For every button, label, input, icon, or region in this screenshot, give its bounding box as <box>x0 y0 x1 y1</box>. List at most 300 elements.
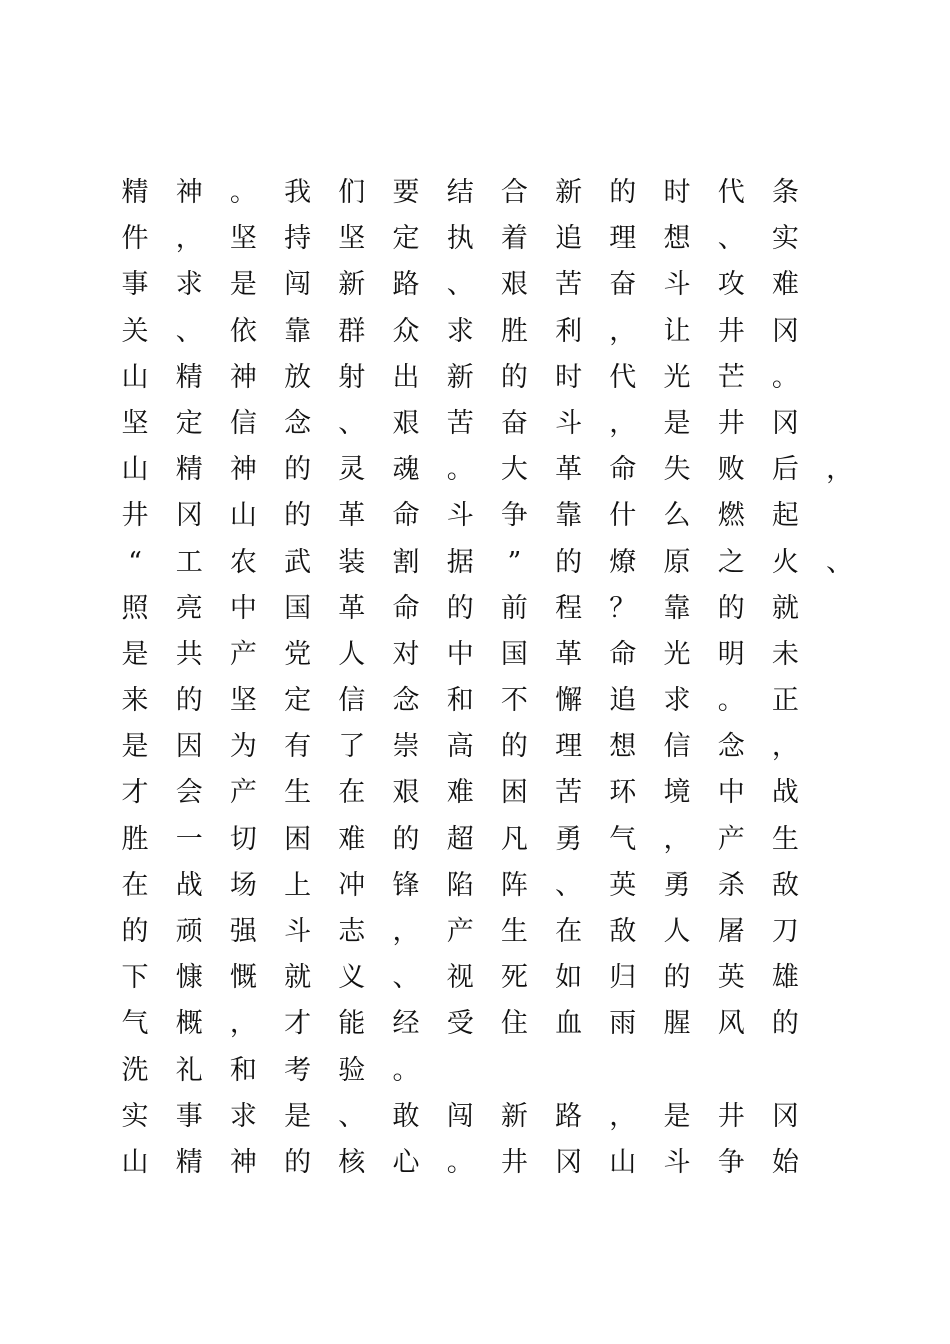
text-char: 命 <box>609 638 637 670</box>
text-char: 和 <box>446 685 474 717</box>
text-char: 大 <box>500 454 528 486</box>
text-char: 产 <box>446 916 474 947</box>
text-char: 定 <box>175 407 203 439</box>
text-line <box>108 632 868 678</box>
text-char: 的 <box>392 823 420 855</box>
text-char: 视 <box>446 962 474 994</box>
text-char: 战 <box>175 869 203 901</box>
text-char: 气 <box>609 823 637 855</box>
text-char: 新 <box>500 1100 528 1132</box>
text-char: 割 <box>392 546 420 578</box>
text-char: 命 <box>392 500 420 532</box>
text-char: 生 <box>771 823 799 855</box>
text-char: 敢 <box>392 1100 420 1132</box>
text-char: 信 <box>229 407 257 439</box>
text-char: 概 <box>175 1008 203 1040</box>
text-line <box>108 909 868 955</box>
text-char: 。 <box>771 361 799 393</box>
text-char: 革 <box>338 500 366 532</box>
text-char: 实 <box>771 223 799 255</box>
text-char: 精 <box>175 454 203 486</box>
text-char: 高 <box>446 731 474 763</box>
text-char: 国 <box>500 638 528 670</box>
text-char: 依 <box>229 315 257 347</box>
text-char: 共 <box>175 638 203 670</box>
text-char: 靠 <box>663 592 691 624</box>
text-char: 求 <box>175 269 203 301</box>
text-char: 魂 <box>392 454 420 486</box>
text-char: 革 <box>338 592 366 624</box>
text-char: 么 <box>663 500 691 532</box>
text-line <box>108 586 868 632</box>
text-char: ， <box>663 823 691 855</box>
text-char: ， <box>609 1100 637 1132</box>
text-char: 燃 <box>717 500 745 532</box>
text-char: 奋 <box>609 269 637 301</box>
text-char: 就 <box>771 592 799 624</box>
text-char: 冈 <box>771 407 799 439</box>
text-char: 求 <box>446 315 474 347</box>
text-line <box>108 401 868 447</box>
text-char: 礼 <box>175 1054 203 1086</box>
text-char: 才 <box>121 777 149 809</box>
text-char: 义 <box>338 962 366 994</box>
text-char: 腥 <box>663 1008 691 1040</box>
text-char: 信 <box>663 731 691 763</box>
text-char: 在 <box>555 916 583 947</box>
text-char: 人 <box>663 916 691 947</box>
text-char: 困 <box>500 777 528 809</box>
text-char: 上 <box>284 869 312 901</box>
text-line <box>108 309 868 355</box>
text-char: 工 <box>175 546 203 578</box>
text-char: 产 <box>229 638 257 670</box>
text-char: 让 <box>663 315 691 347</box>
text-line <box>108 447 868 493</box>
text-char: 懈 <box>555 685 583 717</box>
text-char: 。 <box>446 454 474 486</box>
text-char: 场 <box>229 869 257 901</box>
text-char: 顽 <box>175 916 203 947</box>
text-line <box>108 678 868 724</box>
text-char: 命 <box>609 454 637 486</box>
text-char: 才 <box>284 1008 312 1040</box>
text-char: 闯 <box>446 1100 474 1132</box>
text-char: 产 <box>717 823 745 855</box>
text-char: 胜 <box>121 823 149 855</box>
text-char: ” <box>507 546 522 578</box>
text-char: 、 <box>717 223 745 255</box>
text-char: 崇 <box>392 731 420 763</box>
text-char: 难 <box>338 823 366 855</box>
text-char: 争 <box>717 1146 745 1178</box>
text-char: 神 <box>229 361 257 393</box>
text-char: 山 <box>121 1146 149 1178</box>
text-char: 是 <box>121 731 149 763</box>
text-char: 斗 <box>663 1146 691 1178</box>
text-char: 不 <box>500 685 528 717</box>
text-char: 、 <box>826 546 854 578</box>
text-char: 是 <box>284 1100 312 1132</box>
text-char: 党 <box>284 638 312 670</box>
text-char: 来 <box>121 685 149 717</box>
text-char: 念 <box>717 731 745 763</box>
text-char: 艰 <box>392 407 420 439</box>
text-char: 照 <box>121 592 149 624</box>
text-char: 追 <box>609 685 637 717</box>
text-char: 失 <box>663 454 691 486</box>
text-char: 光 <box>663 638 691 670</box>
text-char: 灵 <box>338 454 366 486</box>
text-char: 的 <box>663 962 691 994</box>
text-char: 受 <box>446 1008 474 1040</box>
text-body <box>108 170 868 1186</box>
text-char: 念 <box>284 407 312 439</box>
text-char: 什 <box>609 500 637 532</box>
text-line <box>108 863 868 909</box>
text-char: 冈 <box>555 1146 583 1178</box>
text-char: 雄 <box>771 962 799 994</box>
text-char: 斗 <box>663 269 691 301</box>
text-char: 环 <box>609 777 637 809</box>
text-char: 锋 <box>392 869 420 901</box>
text-char: 艰 <box>500 269 528 301</box>
text-char: 新 <box>338 269 366 301</box>
text-char: 英 <box>609 869 637 901</box>
text-char: 要 <box>392 177 420 208</box>
text-char: 敌 <box>771 869 799 901</box>
text-char: 为 <box>229 731 257 763</box>
text-char: 火 <box>771 546 799 578</box>
text-char: 产 <box>229 777 257 809</box>
text-char: 精 <box>175 1146 203 1178</box>
text-char: 刀 <box>771 916 799 947</box>
text-char: 求 <box>229 1100 257 1132</box>
text-char: 的 <box>771 1008 799 1040</box>
text-char: 对 <box>392 638 420 670</box>
text-char: 苦 <box>446 407 474 439</box>
text-char: 斗 <box>284 916 312 947</box>
text-char: 代 <box>609 361 637 393</box>
text-char: 在 <box>338 777 366 809</box>
text-char: 的 <box>555 546 583 578</box>
text-char: 利 <box>555 315 583 347</box>
text-char: “ <box>128 546 142 578</box>
text-char: 、 <box>338 1100 366 1132</box>
text-char: 的 <box>717 592 745 624</box>
text-line <box>108 216 868 262</box>
text-char: 屠 <box>717 916 745 947</box>
text-char: 山 <box>229 500 257 532</box>
text-char: 理 <box>609 223 637 255</box>
text-char: 。 <box>446 1146 474 1178</box>
text-line <box>108 1140 868 1186</box>
text-char: 如 <box>555 962 583 994</box>
text-char: 。 <box>717 685 745 717</box>
text-char: 装 <box>338 546 366 578</box>
text-char: 念 <box>392 685 420 717</box>
text-char: 苦 <box>555 269 583 301</box>
text-char: 就 <box>284 962 312 994</box>
text-char: 路 <box>392 269 420 301</box>
text-char: 正 <box>771 685 799 717</box>
text-char: 在 <box>121 869 149 901</box>
text-char: 着 <box>500 223 528 255</box>
text-char: 神 <box>229 1146 257 1178</box>
text-char: 核 <box>338 1146 366 1178</box>
text-char: 始 <box>771 1146 799 1178</box>
text-char: 坚 <box>338 223 366 255</box>
text-char: 革 <box>555 454 583 486</box>
text-char: 败 <box>717 454 745 486</box>
text-char: 合 <box>500 177 528 208</box>
text-char: 的 <box>121 916 149 947</box>
text-char: 条 <box>771 177 799 208</box>
text-char: 亮 <box>175 592 203 624</box>
text-char: 冈 <box>771 315 799 347</box>
text-char: 时 <box>555 361 583 393</box>
text-char: 死 <box>500 962 528 994</box>
text-char: 的 <box>500 731 528 763</box>
text-char: 命 <box>392 592 420 624</box>
text-char: 前 <box>500 592 528 624</box>
text-line <box>108 262 868 308</box>
text-line <box>108 724 868 770</box>
text-char: 苦 <box>555 777 583 809</box>
text-char: 验 <box>338 1054 366 1086</box>
text-char: 定 <box>392 223 420 255</box>
text-char: 芒 <box>717 361 745 393</box>
text-char: 慷 <box>175 962 203 994</box>
text-char: 战 <box>771 777 799 809</box>
text-char: ， <box>826 454 854 486</box>
text-char: 考 <box>284 1054 312 1086</box>
text-char: 冈 <box>771 1100 799 1132</box>
text-char: 了 <box>338 731 366 763</box>
text-char: 风 <box>717 1008 745 1040</box>
text-char: 。 <box>229 177 257 208</box>
text-char: 会 <box>175 777 203 809</box>
text-char: 众 <box>392 315 420 347</box>
text-char: 想 <box>663 223 691 255</box>
text-char: 是 <box>229 269 257 301</box>
text-char: 未 <box>771 638 799 670</box>
text-char: 的 <box>284 500 312 532</box>
text-char: 住 <box>500 1008 528 1040</box>
text-char: 的 <box>446 592 474 624</box>
text-char: 英 <box>717 962 745 994</box>
text-line <box>108 493 868 539</box>
text-char: 中 <box>717 777 745 809</box>
text-char: 洗 <box>121 1054 149 1086</box>
text-char: 路 <box>555 1100 583 1132</box>
text-char: 生 <box>500 916 528 947</box>
text-char: ？ <box>609 592 637 624</box>
text-char: 胜 <box>500 315 528 347</box>
text-char: 经 <box>392 1008 420 1040</box>
text-char: 阵 <box>500 869 528 901</box>
text-line <box>108 1001 868 1047</box>
text-char: 、 <box>175 315 203 347</box>
text-line <box>108 955 868 1001</box>
text-char: 实 <box>121 1100 149 1132</box>
text-char: 想 <box>609 731 637 763</box>
text-char: 。 <box>392 1054 420 1086</box>
text-char: 血 <box>555 1008 583 1040</box>
text-char: 的 <box>500 361 528 393</box>
text-char: 关 <box>121 315 149 347</box>
text-char: 理 <box>555 731 583 763</box>
text-char: 燎 <box>609 546 637 578</box>
text-char: 斗 <box>555 407 583 439</box>
text-char: 归 <box>609 962 637 994</box>
text-char: 、 <box>446 269 474 301</box>
text-char: 因 <box>175 731 203 763</box>
text-char: 陷 <box>446 869 474 901</box>
text-char: 出 <box>392 361 420 393</box>
text-char: 的 <box>284 1146 312 1178</box>
text-char: ， <box>175 223 203 255</box>
text-char: 时 <box>663 177 691 208</box>
text-char: 难 <box>771 269 799 301</box>
text-char: 原 <box>663 546 691 578</box>
text-char: 事 <box>121 269 149 301</box>
text-char: 新 <box>555 177 583 208</box>
text-char: 有 <box>284 731 312 763</box>
text-char: 射 <box>338 361 366 393</box>
text-char: 中 <box>229 592 257 624</box>
text-line <box>108 770 868 816</box>
text-char: 后 <box>771 454 799 486</box>
text-char: 井 <box>717 315 745 347</box>
text-char: 精 <box>175 361 203 393</box>
text-char: 明 <box>717 638 745 670</box>
text-char: 群 <box>338 315 366 347</box>
text-char: 凡 <box>500 823 528 855</box>
text-char: 强 <box>229 916 257 947</box>
text-char: 斗 <box>446 500 474 532</box>
text-char: 神 <box>229 454 257 486</box>
text-char: ， <box>609 407 637 439</box>
text-char: 困 <box>284 823 312 855</box>
text-char: 气 <box>121 1008 149 1040</box>
text-char: 、 <box>555 869 583 901</box>
text-char: 革 <box>555 638 583 670</box>
text-char: 们 <box>338 177 366 208</box>
text-char: 据 <box>446 546 474 578</box>
text-char: 和 <box>229 1054 257 1086</box>
text-char: 新 <box>446 361 474 393</box>
text-char: 靠 <box>284 315 312 347</box>
text-char: 靠 <box>555 500 583 532</box>
text-char: 奋 <box>500 407 528 439</box>
text-char: 井 <box>121 500 149 532</box>
text-char: 争 <box>500 500 528 532</box>
text-char: 山 <box>121 454 149 486</box>
text-char: 中 <box>446 638 474 670</box>
text-char: ， <box>229 1008 257 1040</box>
text-char: 冲 <box>338 869 366 901</box>
text-char: 井 <box>717 407 745 439</box>
text-char: 坚 <box>229 685 257 717</box>
text-char: 冈 <box>175 500 203 532</box>
text-char: ， <box>771 731 799 763</box>
text-char: 慨 <box>229 962 257 994</box>
text-char: 定 <box>284 685 312 717</box>
text-char: 井 <box>717 1100 745 1132</box>
text-char: 之 <box>717 546 745 578</box>
text-char: 我 <box>284 177 312 208</box>
text-char: 国 <box>284 592 312 624</box>
text-char: 是 <box>663 1100 691 1132</box>
text-char: 切 <box>229 823 257 855</box>
text-line <box>108 355 868 401</box>
text-char: 程 <box>555 592 583 624</box>
text-char: 追 <box>555 223 583 255</box>
text-char: 攻 <box>717 269 745 301</box>
text-char: 闯 <box>284 269 312 301</box>
text-char: 境 <box>663 777 691 809</box>
text-char: 光 <box>663 361 691 393</box>
text-char: 的 <box>175 685 203 717</box>
text-line <box>108 1048 868 1094</box>
text-char: 件 <box>121 223 149 255</box>
text-char: 勇 <box>663 869 691 901</box>
text-char: 超 <box>446 823 474 855</box>
text-char: 艰 <box>392 777 420 809</box>
text-char: 坚 <box>229 223 257 255</box>
text-char: 杀 <box>717 869 745 901</box>
text-char: 结 <box>446 177 474 208</box>
text-char: 执 <box>446 223 474 255</box>
text-char: 下 <box>121 962 149 994</box>
text-char: 起 <box>771 500 799 532</box>
text-char: 精 <box>121 177 149 208</box>
text-char: 山 <box>121 361 149 393</box>
text-char: 志 <box>338 916 366 947</box>
text-char: 敌 <box>609 916 637 947</box>
text-char: 坚 <box>121 407 149 439</box>
text-char: 心 <box>392 1146 420 1178</box>
text-char: ， <box>609 315 637 347</box>
text-char: 的 <box>284 454 312 486</box>
text-line <box>108 1094 868 1140</box>
text-char: 一 <box>175 823 203 855</box>
text-char: 求 <box>663 685 691 717</box>
text-char: 是 <box>121 638 149 670</box>
text-char: 、 <box>338 407 366 439</box>
text-char: 神 <box>175 177 203 208</box>
text-char: 生 <box>284 777 312 809</box>
text-char: 的 <box>609 177 637 208</box>
text-char: 井 <box>500 1146 528 1178</box>
text-char: 农 <box>229 546 257 578</box>
text-char: 是 <box>663 407 691 439</box>
text-char: 勇 <box>555 823 583 855</box>
text-line <box>108 817 868 863</box>
text-char: 持 <box>284 223 312 255</box>
text-char: 、 <box>392 962 420 994</box>
text-char: 武 <box>284 546 312 578</box>
text-line <box>108 540 868 586</box>
text-char: 事 <box>175 1100 203 1132</box>
text-char: 难 <box>446 777 474 809</box>
text-char: 能 <box>338 1008 366 1040</box>
text-char: 人 <box>338 638 366 670</box>
text-char: 山 <box>609 1146 637 1178</box>
text-char: 雨 <box>609 1008 637 1040</box>
text-char: 放 <box>284 361 312 393</box>
